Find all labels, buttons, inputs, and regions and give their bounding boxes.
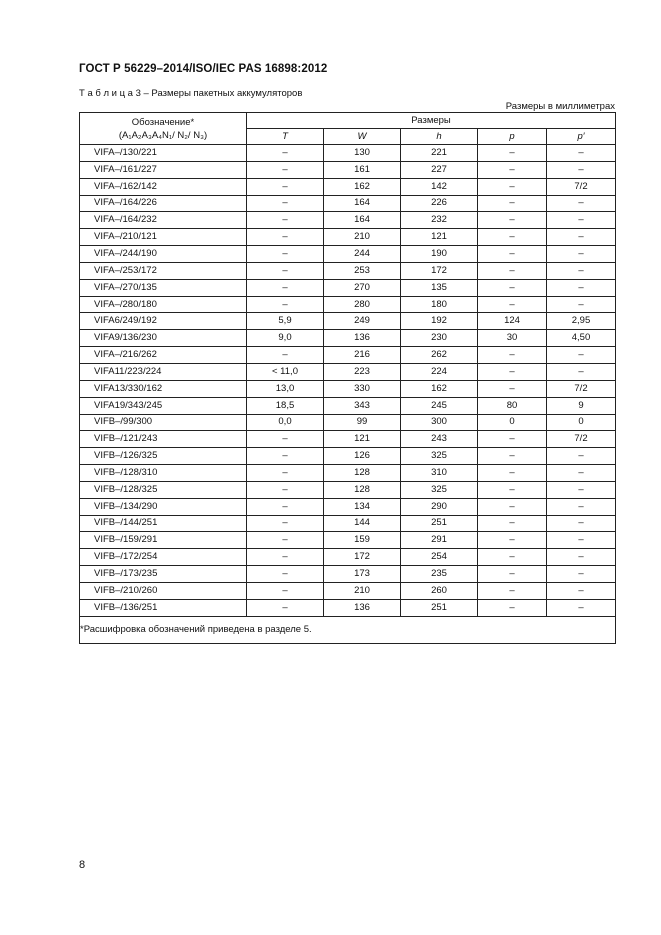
size-cell: – [478,515,547,532]
size-cell: 251 [401,515,478,532]
size-cell: 227 [401,161,478,178]
size-cell: – [478,566,547,583]
size-cell: – [478,195,547,212]
designation-header-formula: (A₁A₂A₃A₄N₁/ N₂/ N₃) [118,129,208,141]
table-row [80,448,616,465]
table-row [80,246,616,263]
table-row [80,515,616,532]
table-row [80,465,616,482]
size-cell: – [547,347,616,364]
size-cell: 232 [401,212,478,229]
size-cell: 235 [401,566,478,583]
size-cell: – [478,431,547,448]
size-cell: 159 [324,532,401,549]
size-cell: – [478,347,547,364]
designation-cell: VIFA–/210/121 [80,229,247,246]
size-cell: < 11,0 [247,363,324,380]
size-cell: 0,0 [247,414,324,431]
size-cell: 130 [324,145,401,162]
size-cell: – [547,246,616,263]
size-cell: – [547,566,616,583]
designation-cell: VIFB–/210/260 [80,582,247,599]
designation-cell: VIFB–/136/251 [80,599,247,616]
size-cell: – [478,481,547,498]
table-caption: Т а б л и ц а 3 – Размеры пакетных аккумуляторов [79,88,303,99]
table-row [80,549,616,566]
size-cell: – [247,599,324,616]
size-cell: 192 [401,313,478,330]
standard-code-header: ГОСТ Р 56229–2014/ISO/IEC PAS 16898:2012 [79,63,328,75]
size-cell: – [547,465,616,482]
size-cell: 80 [478,397,547,414]
size-cell: 173 [324,566,401,583]
size-cell: 260 [401,582,478,599]
column-header: W [324,129,401,145]
size-cell: – [547,498,616,515]
size-cell: 142 [401,178,478,195]
size-cell: – [247,481,324,498]
size-cell: – [547,515,616,532]
size-cell: 144 [324,515,401,532]
table-row [80,397,616,414]
size-cell: 134 [324,498,401,515]
size-cell: 343 [324,397,401,414]
size-cell: – [247,498,324,515]
size-cell: 128 [324,465,401,482]
table-row [80,279,616,296]
size-cell: 7/2 [547,380,616,397]
size-cell: 161 [324,161,401,178]
size-cell: 210 [324,582,401,599]
designation-cell: VIFB–/128/325 [80,481,247,498]
size-cell: 249 [324,313,401,330]
size-cell: – [478,212,547,229]
size-cell: – [478,599,547,616]
size-cell: 330 [324,380,401,397]
size-cell: – [247,229,324,246]
designation-cell: VIFA19/343/245 [80,397,247,414]
table-row [80,330,616,347]
size-cell: – [247,212,324,229]
size-cell: 221 [401,145,478,162]
size-cell: – [547,262,616,279]
size-cell: – [247,549,324,566]
size-cell: 128 [324,481,401,498]
size-cell: – [247,145,324,162]
table-row [80,380,616,397]
size-cell: 224 [401,363,478,380]
size-cell: – [247,431,324,448]
designation-cell: VIFA–/164/232 [80,212,247,229]
size-cell: 172 [324,549,401,566]
size-cell: 13,0 [247,380,324,397]
sizes-group-header: Размеры [247,113,616,129]
size-cell: 7/2 [547,178,616,195]
size-cell: 136 [324,599,401,616]
table-row [80,566,616,583]
size-cell: – [247,246,324,263]
table-row [80,296,616,313]
size-cell: 230 [401,330,478,347]
size-cell: – [478,363,547,380]
size-cell: 262 [401,347,478,364]
size-cell: – [478,262,547,279]
designation-cell: VIFA13/330/162 [80,380,247,397]
size-cell: – [547,363,616,380]
designation-cell: VIFA6/249/192 [80,313,247,330]
size-cell: – [547,279,616,296]
size-cell: – [247,515,324,532]
size-cell: 4,50 [547,330,616,347]
size-cell: 245 [401,397,478,414]
size-cell: 162 [324,178,401,195]
designation-cell: VIFB–/99/300 [80,414,247,431]
units-note: Размеры в миллиметрах [505,101,615,112]
size-cell: – [478,279,547,296]
size-cell: – [547,448,616,465]
size-cell: – [547,599,616,616]
table-row [80,363,616,380]
designation-cell: VIFA–/270/135 [80,279,247,296]
size-cell: – [247,465,324,482]
designation-cell: VIFA–/216/262 [80,347,247,364]
size-cell: 310 [401,465,478,482]
size-cell: – [478,161,547,178]
designation-cell: VIFB–/173/235 [80,566,247,583]
size-cell: – [547,229,616,246]
size-cell: – [478,448,547,465]
size-cell: 325 [401,448,478,465]
size-cell: 162 [401,380,478,397]
page-number: 8 [79,859,86,871]
size-cell: 172 [401,262,478,279]
table-row [80,599,616,616]
size-cell: 124 [478,313,547,330]
size-cell: – [478,498,547,515]
size-cell: 135 [401,279,478,296]
size-cell: – [247,532,324,549]
size-cell: – [478,178,547,195]
size-cell: 270 [324,279,401,296]
table-row [80,161,616,178]
size-cell: 226 [401,195,478,212]
size-cell: – [547,549,616,566]
table-row [80,431,616,448]
table-row [80,582,616,599]
designation-cell: VIFA–/162/142 [80,178,247,195]
size-cell: – [247,262,324,279]
size-cell: 164 [324,195,401,212]
table-row [80,347,616,364]
size-cell: – [247,161,324,178]
column-header: p [478,129,547,145]
designation-cell: VIFA–/253/172 [80,262,247,279]
designation-cell: VIFA–/164/226 [80,195,247,212]
size-cell: – [478,229,547,246]
size-cell: 325 [401,481,478,498]
table-row [80,212,616,229]
size-cell: 190 [401,246,478,263]
size-cell: – [478,582,547,599]
table-row [80,262,616,279]
size-cell: – [478,145,547,162]
designation-cell: VIFA11/223/224 [80,363,247,380]
designation-column-header [80,113,247,145]
size-cell: 251 [401,599,478,616]
designation-cell: VIFB–/134/290 [80,498,247,515]
column-header: T [247,129,324,145]
size-cell: – [547,212,616,229]
size-cell: 7/2 [547,431,616,448]
footnote-row [80,616,616,643]
table-row [80,313,616,330]
designation-cell: VIFB–/159/291 [80,532,247,549]
size-cell: – [247,566,324,583]
battery-sizes-table [79,112,616,644]
size-cell: – [247,178,324,195]
size-cell: – [247,296,324,313]
designation-header-title: Обозначение* [131,116,195,128]
size-cell: 280 [324,296,401,313]
column-header: h [401,129,478,145]
table-row [80,229,616,246]
size-cell: – [247,279,324,296]
designation-cell: VIFA–/130/221 [80,145,247,162]
size-cell: 18,5 [247,397,324,414]
designation-cell: VIFB–/121/243 [80,431,247,448]
size-cell: – [478,296,547,313]
size-cell: 9 [547,397,616,414]
size-cell: – [547,532,616,549]
table-footnote: *Расшифровка обозначений приведена в разделе 5. [80,616,616,643]
size-cell: – [478,532,547,549]
size-cell: – [547,296,616,313]
table-row [80,195,616,212]
designation-cell: VIFB–/172/254 [80,549,247,566]
size-cell: 244 [324,246,401,263]
designation-cell: VIFB–/144/251 [80,515,247,532]
table-body [80,145,616,617]
size-cell: – [547,161,616,178]
size-cell: 216 [324,347,401,364]
table-row [80,498,616,515]
size-cell: – [478,246,547,263]
size-cell: – [478,380,547,397]
size-cell: – [547,582,616,599]
size-cell: 290 [401,498,478,515]
size-cell: – [247,448,324,465]
size-cell: 180 [401,296,478,313]
table-row [80,481,616,498]
designation-cell: VIFA–/161/227 [80,161,247,178]
table-row [80,532,616,549]
size-cell: 254 [401,549,478,566]
size-cell: – [547,481,616,498]
designation-cell: VIFB–/126/325 [80,448,247,465]
size-cell: 243 [401,431,478,448]
size-cell: – [547,145,616,162]
designation-cell: VIFA9/136/230 [80,330,247,347]
size-cell: 121 [401,229,478,246]
size-cell: 300 [401,414,478,431]
size-cell: 5,9 [247,313,324,330]
table-row [80,178,616,195]
designation-cell: VIFA–/244/190 [80,246,247,263]
size-cell: 126 [324,448,401,465]
size-cell: 136 [324,330,401,347]
size-cell: – [247,582,324,599]
size-cell: – [247,347,324,364]
size-cell: 0 [547,414,616,431]
designation-cell: VIFA–/280/180 [80,296,247,313]
size-cell: – [478,549,547,566]
size-cell: 30 [478,330,547,347]
size-cell: 121 [324,431,401,448]
table-row [80,145,616,162]
table-row [80,414,616,431]
column-header: p′ [547,129,616,145]
size-cell: – [547,195,616,212]
size-cell: – [478,465,547,482]
size-cell: 2,95 [547,313,616,330]
size-cell: 0 [478,414,547,431]
size-cell: – [247,195,324,212]
size-cell: 223 [324,363,401,380]
size-cell: 9,0 [247,330,324,347]
designation-cell: VIFB–/128/310 [80,465,247,482]
size-cell: 99 [324,414,401,431]
size-cell: 253 [324,262,401,279]
size-cell: 291 [401,532,478,549]
size-cell: 164 [324,212,401,229]
size-cell: 210 [324,229,401,246]
